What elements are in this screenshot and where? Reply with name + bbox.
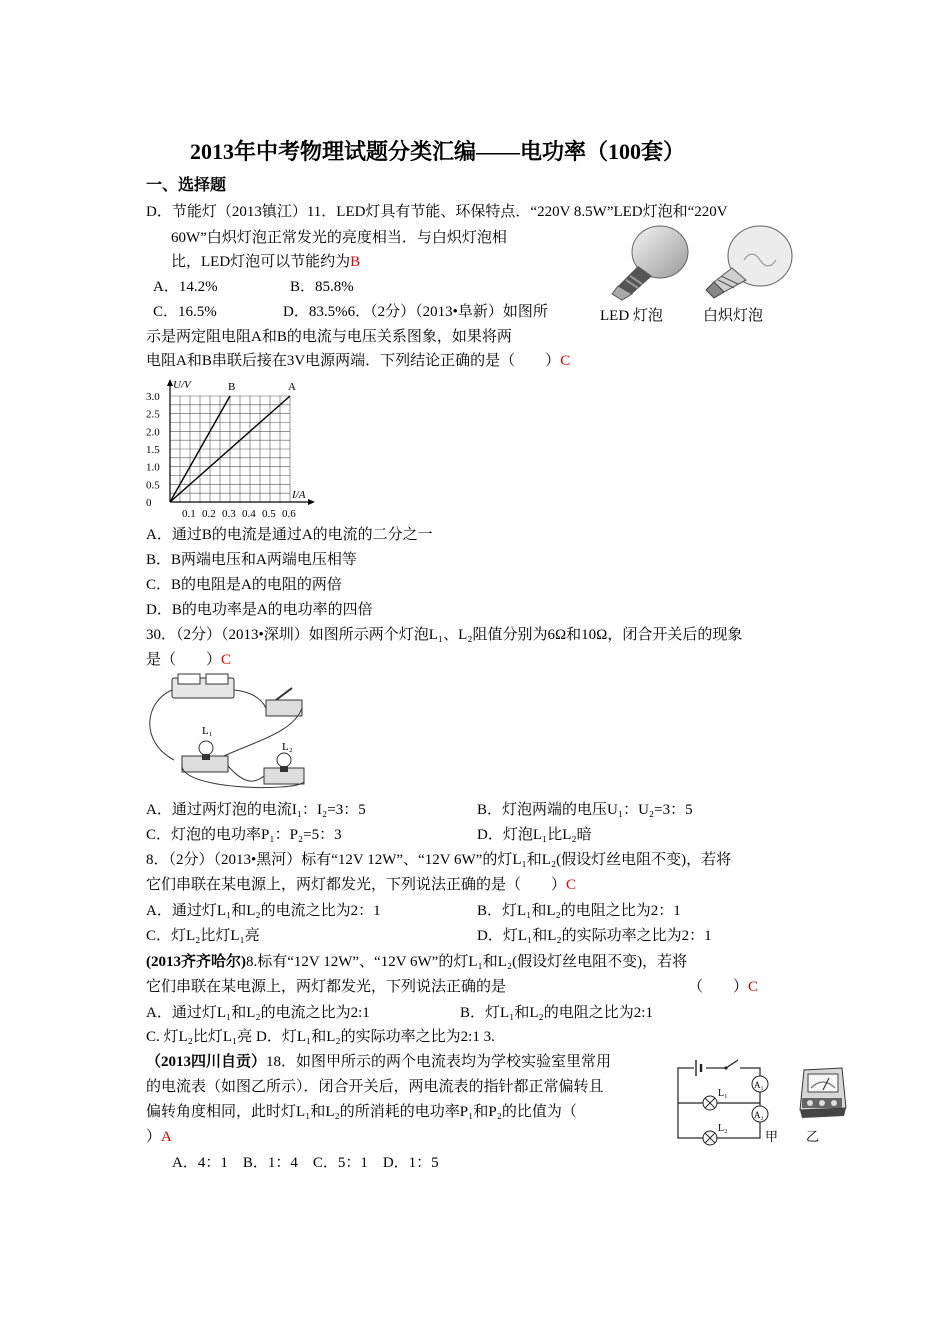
q18-answer: A	[161, 1129, 172, 1145]
q8b-line1: 8.标有“12V 12W”、“12V 6W”的灯L₁和L₂(假设灯丝电阻不变)，若将	[246, 954, 688, 970]
chart-x-tick-label: 0.3	[222, 508, 236, 520]
chart-x-arrow	[308, 499, 315, 505]
led-bulb-label: LED 灯泡	[600, 308, 663, 324]
chart-x-tick-label: 0.6	[282, 508, 296, 520]
chart-y-tick-label: 1.0	[146, 461, 160, 474]
q8-option-d: D．灯L₁和L₂的实际功率之比为2：1	[477, 928, 712, 944]
ammeter-photo	[796, 1064, 848, 1120]
q1-option-a: A．14.2%	[153, 279, 218, 295]
q8b-line2: 它们串联在某电源上，两灯都发光，下列说法正确的是	[146, 979, 507, 995]
incandescent-bulb-image	[694, 222, 798, 302]
q30-circuit-photo	[144, 672, 334, 794]
q1-answer: B	[350, 254, 361, 270]
q18-fig-a1: A₁	[754, 1080, 764, 1090]
q18-fig-jia-label: 甲	[765, 1130, 779, 1145]
chart-x-tick-label: 0.5	[262, 508, 276, 520]
chart-y-tick-label: 0.5	[146, 479, 160, 492]
q1-option-d-q6-line1: D．83.5%6．（2分）（2013•阜新）如图所	[283, 304, 548, 320]
q18-fig-yi-label: 乙	[806, 1130, 820, 1145]
chart-series-label-b: B	[228, 381, 236, 393]
chart-y-tick-label: 3.0	[146, 391, 160, 403]
q30-line2: 是（ ）	[146, 652, 222, 668]
q30-option-b: B．灯泡两端的电压U₁：U₂=3：5	[477, 802, 693, 818]
chart-series-label-a: A	[288, 381, 296, 393]
q18-source: （2013四川自贡）	[146, 1054, 267, 1070]
q6-line3: 电阻A和B串联后接在3V电源两端．下列结论正确的是（ ）	[146, 353, 561, 369]
chart-y-tick-label: 2.0	[146, 426, 160, 439]
incandescent-bulb-label: 白炽灯泡	[703, 308, 764, 324]
q30-fig-l2: L₂	[282, 741, 293, 753]
q18-line4-wrap	[146, 1127, 172, 1147]
q8b-source: (2013齐齐哈尔)	[146, 954, 246, 970]
chart-series	[170, 381, 296, 502]
q8-answer: C	[566, 877, 577, 893]
chart-x-tick-label: 0.4	[242, 508, 256, 520]
q8b-option-b: B．灯L₁和L₂的电阻之比为2:1	[460, 1005, 653, 1021]
q30-option-c: C．灯泡的电功率P₁：P₂=5：3	[146, 827, 342, 843]
q6-line3-wrap	[146, 351, 570, 371]
q6-answer: C	[560, 353, 571, 369]
chart-x-tick-label: 0.1	[182, 508, 196, 520]
q8-option-b: B．灯L₁和L₂的电阻之比为2：1	[477, 903, 681, 919]
q1-line3-wrap	[171, 252, 360, 272]
q18-line1-wrap	[146, 1052, 611, 1072]
q6-option-a: A．通过B的电流是通过A的电流的二分之一	[146, 527, 433, 543]
q8-option-c: C．灯L₂比灯L₁亮	[146, 928, 260, 944]
q18-fig-l2: L₂	[718, 1123, 728, 1134]
q1-line3: 比，LED灯泡可以节能约为	[171, 254, 351, 270]
page-title: 2013年中考物理试题分类汇编——电功率（100套）	[190, 139, 686, 164]
q30-option-a: A．通过两灯泡的电流I₁：I₂=3：5	[146, 802, 366, 818]
q8-line1: 8．（2分）（2013•黑河）标有“12V 12W”、“12V 6W”的灯L₁和L₂(假设灯丝电阻不变)，若将	[146, 852, 732, 868]
q1-line1: D．节能灯（2013镇江）11．LED灯具有节能、环保特点．“220V 8.5W”LED灯泡和“220V	[146, 204, 728, 220]
q8b-answer: C	[748, 979, 759, 995]
q30-fig-l1: L₁	[202, 725, 213, 737]
q30-option-d: D．灯泡L₁比L₂暗	[477, 827, 592, 843]
q18-line4: ）	[146, 1129, 162, 1145]
q8-line2: 它们串联在某电源上，两灯都发光，下列说法正确的是（ ）	[146, 877, 567, 893]
chart-y-tick-label: 0	[146, 497, 152, 509]
chart-ylabel: U/V	[173, 379, 191, 391]
q1-option-b: B．85.8%	[290, 279, 354, 295]
q18-line3: 偏转角度相同，此时灯L₁和L₂的所消耗的电功率P₁和P₂的比值为（	[146, 1104, 577, 1120]
chart-xlabel: I/A	[292, 489, 306, 501]
chart-y-tick-label: 2.5	[146, 408, 160, 421]
q30-answer: C	[221, 652, 232, 668]
q8b-option-cd: C. 灯L₂比灯L₁亮 D．灯L₁和L₂的实际功率之比为2:1 3.	[146, 1029, 495, 1045]
q8b-paren: （ ）	[688, 979, 749, 995]
chart-y-tick-label: 1.5	[146, 444, 160, 456]
q8-option-a: A．通过灯L₁和L₂的电流之比为2：1	[146, 903, 381, 919]
q18-options: A．4：1 B．1：4 C．5：1 D．1：5	[172, 1155, 439, 1171]
led-bulb-image	[604, 222, 694, 302]
q6-option-b: B．B两端电压和A两端电压相等	[146, 552, 357, 568]
chart-grid	[167, 379, 315, 505]
q18-fig-l1: L₁	[718, 1088, 728, 1099]
q6-line2: 示是两定阻电阻A和B的电流与电压关系图象，如果将两	[146, 329, 512, 345]
q30-line2-wrap	[146, 650, 231, 670]
q8b-option-a: A．通过灯L₁和L₂的电流之比为2:1	[146, 1005, 370, 1021]
q6-option-c: C．B的电阻是A的电阻的两倍	[146, 577, 342, 593]
q1-option-c: C．16.5%	[153, 304, 217, 320]
section-heading: 一、选择题	[146, 177, 227, 194]
q6-option-d: D．B的电功率是A的电功率的四倍	[146, 602, 373, 618]
q8-line2-wrap	[146, 875, 576, 895]
q18-fig-a2: A₂	[754, 1110, 764, 1120]
chart-x-tick-label: 0.2	[202, 508, 216, 520]
q30-line1: 30．（2分）（2013•深圳）如图所示两个灯泡L₁、L₂阻值分别为6Ω和10Ω，闭合开关后的现象	[146, 627, 743, 643]
u-i-chart	[140, 376, 320, 522]
q18-line1: 18．如图甲所示的两个电流表均为学校实验室里常用	[266, 1054, 612, 1070]
q8b-paren-wrap	[688, 977, 758, 997]
q18-line2: 的电流表（如图乙所示）．闭合开关后，两电流表的指针都正常偏转且	[146, 1079, 604, 1095]
q8b-line1-wrap	[146, 952, 687, 972]
q1-line2: 60W”白炽灯泡正常发光的亮度相当．与白炽灯泡相	[171, 230, 507, 246]
